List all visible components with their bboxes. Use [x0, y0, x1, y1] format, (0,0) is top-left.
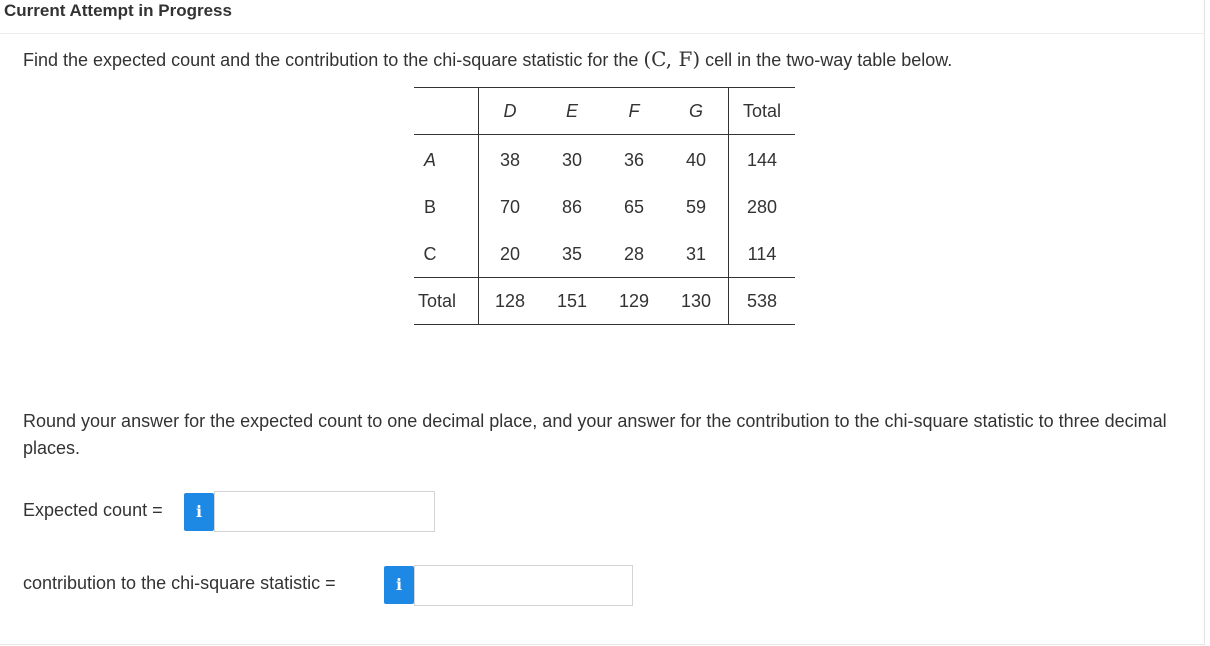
table-cell: 538: [746, 291, 778, 311]
table-cell: 31: [685, 244, 707, 264]
table-cell: 114: [747, 244, 777, 264]
column-header-d: D: [503, 101, 517, 121]
table-cell: 128: [494, 291, 526, 311]
table-cell: 151: [556, 291, 588, 311]
row-label-b: B: [423, 197, 436, 217]
table-cell: 59: [685, 197, 707, 217]
table-cell: 40: [685, 150, 707, 170]
column-header-total: Total: [742, 101, 782, 121]
expected-count-input[interactable]: [214, 491, 435, 532]
row-label-c: C: [423, 244, 437, 264]
chi-square-contribution-input[interactable]: [414, 565, 633, 606]
table-header-rule: [414, 134, 795, 135]
column-header-f: F: [628, 101, 640, 121]
chi-square-contribution-label: contribution to the chi-square statistic =: [23, 573, 336, 593]
table-bottom-rule: [414, 324, 795, 325]
table-cell: 30: [561, 150, 583, 170]
table-cell: 280: [746, 197, 778, 217]
question-prompt: [23, 46, 952, 73]
table-cell: 38: [499, 150, 521, 170]
question-text-after: cell in the two-way table below.: [700, 50, 953, 70]
table-total-divider: [728, 87, 729, 325]
info-icon[interactable]: i: [184, 493, 214, 531]
table-cell: 70: [499, 197, 521, 217]
table-cell: 28: [623, 244, 645, 264]
header-divider: [0, 33, 1204, 34]
expected-count-label: Expected count =: [23, 500, 163, 520]
table-cell: 129: [618, 291, 650, 311]
table-top-rule: [414, 87, 795, 88]
table-total-rule: [414, 277, 795, 278]
attempt-status-title: Current Attempt in Progress: [4, 1, 232, 20]
question-text-before: Find the expected count and the contribution to the chi-square statistic for the: [23, 50, 644, 70]
table-cell: 36: [623, 150, 645, 170]
question-cell-math: (C, F): [643, 47, 701, 71]
table-cell: 65: [623, 197, 645, 217]
row-label-total: Total: [418, 291, 457, 311]
two-way-table: [414, 87, 795, 325]
table-label-divider: [478, 87, 479, 325]
column-header-e: E: [565, 101, 578, 121]
table-cell: 86: [561, 197, 583, 217]
info-icon[interactable]: i: [384, 566, 414, 604]
table-cell: 35: [561, 244, 583, 264]
rounding-instructions: Round your answer for the expected count to one decimal place, and your answer for the contribution to the chi-square statistic to three decimal places.: [23, 411, 1167, 458]
table-cell: 20: [499, 244, 521, 264]
row-label-a: A: [423, 150, 436, 170]
table-cell: 144: [746, 150, 778, 170]
table-cell: 130: [680, 291, 712, 311]
column-header-g: G: [688, 101, 703, 121]
